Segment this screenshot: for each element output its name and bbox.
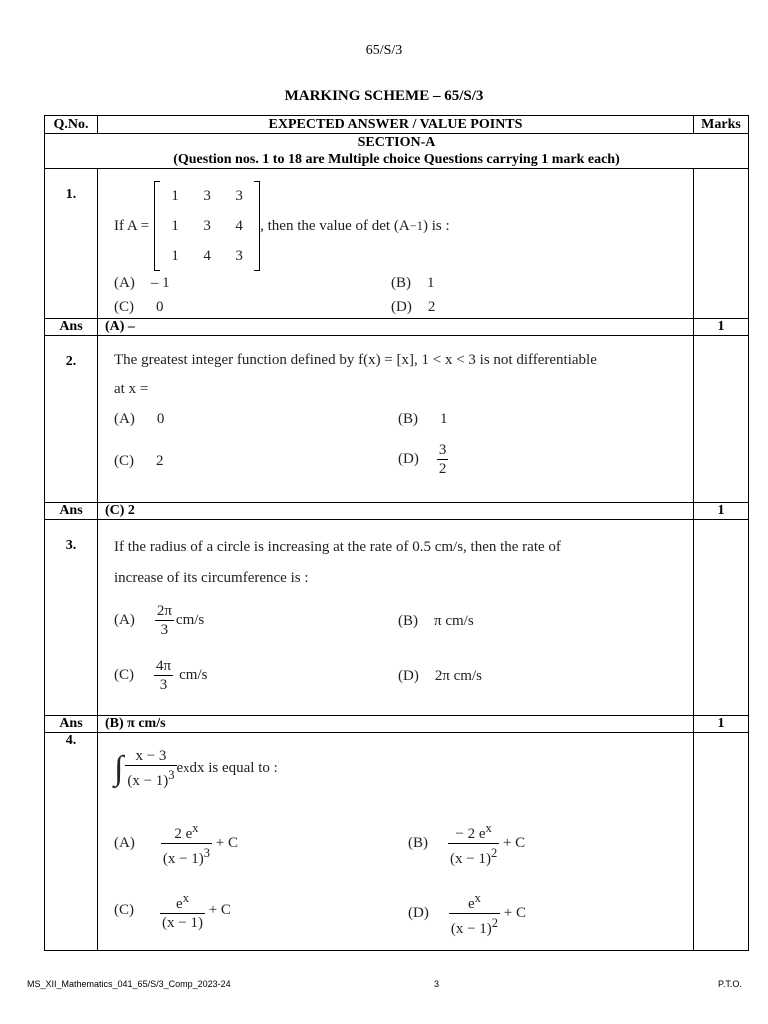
option-tail: + C [500,904,526,921]
option-text: 0 [156,411,165,427]
question-stem-line-1: If the radius of a circle is increasing at the rate of 0.5 cm/s, then the rate of [114,539,561,555]
option-b [398,613,474,630]
matrix-cell: 1 [171,247,179,264]
question-row [45,169,749,319]
question-number: 3. [45,520,98,716]
fraction [161,819,212,868]
option-b [408,819,525,868]
option-label: (D) [398,450,419,467]
option-text: 1 [427,275,435,291]
marking-scheme-title: MARKING SCHEME – 65/S/3 [284,88,484,104]
option-tail: + C [499,834,526,851]
marks-cell [694,733,749,951]
numerator-base: e [467,896,475,912]
option-b [391,275,435,292]
denominator-base: (x − 1) [162,915,203,931]
option-label: (A) [114,611,135,628]
question-stem-line-2: increase of its circumference is : [114,570,309,586]
option-label: (A) [114,275,135,291]
numerator-base: − 2 e [455,826,486,842]
option-d [398,441,448,478]
option-c [114,657,207,694]
stem-tail: e [176,760,184,776]
fraction-numerator: 3 [438,442,447,458]
fraction [154,657,173,694]
matrix-cell: 3 [203,187,211,204]
qno-header: Q.No. [45,116,98,134]
denominator-base: (x − 1) [450,851,491,867]
option-text: 2π cm/s [434,668,482,684]
option-label: (A) [114,411,135,427]
fraction-numerator [449,889,500,914]
answer-row [45,503,749,520]
section-heading [45,134,749,169]
stem-end: dx is equal to : [189,760,278,776]
fraction-denominator: 2 [438,461,447,477]
table-header-row [45,116,749,134]
fraction [155,602,174,639]
fraction-denominator: 3 [159,677,168,693]
numerator-base: e [176,896,183,912]
option-label: (C) [114,299,134,315]
numerator-exponent: x [182,891,189,905]
option-c [114,299,164,316]
answer-label: Ans [45,319,98,336]
question-stem [114,181,450,271]
fraction-denominator [161,844,212,868]
marks-cell [694,169,749,319]
question-number: 4. [45,733,98,951]
answer-label: Ans [45,503,98,520]
option-text: 2 [156,453,164,469]
option-a [114,411,164,428]
fraction [437,441,449,478]
fraction [448,819,499,868]
option-text: – 1 [150,275,170,291]
answer-label: Ans [45,716,98,733]
denominator-exponent: 3 [168,768,175,782]
fraction-denominator [125,766,176,790]
answer-row [45,716,749,733]
option-label: (C) [114,901,134,918]
option-a [114,275,170,292]
fraction [449,889,500,938]
matrix-cell: 4 [203,247,211,264]
answer-marks: 1 [694,503,749,520]
question-stem [114,747,278,790]
question-stem-line-1: The greatest integer function defined by f(x) = [x], 1 < x < 3 is not differentiable [114,352,597,368]
question-row [45,520,749,716]
matrix-cell: 4 [235,217,243,234]
fraction-numerator [160,889,205,914]
option-a [114,602,204,639]
answer-value: (C) 2 [98,503,694,520]
footer-pto: P.T.O. [718,979,742,989]
paper-code: 65/S/3 [365,43,403,58]
option-label: (B) [391,275,411,291]
marks-cell [694,336,749,503]
answer-marks: 1 [694,716,749,733]
option-label: (B) [398,613,418,629]
answer-row [45,319,749,336]
fraction-denominator [448,844,499,868]
denominator-exponent: 3 [203,846,211,860]
option-text: 2 [427,299,436,315]
question-body [98,169,694,319]
option-b [398,411,448,428]
option-c [114,453,164,470]
option-label: (B) [408,834,428,851]
option-text: 1 [440,411,448,427]
question-body [98,520,694,716]
fraction-denominator: 3 [160,622,169,638]
numerator-exponent: x [485,821,492,835]
matrix-cell: 1 [171,217,179,234]
footer-document-code: MS_XII_Mathematics_041_65/S/3_Comp_2023-24 [27,979,231,989]
fraction-denominator [160,914,205,932]
fraction [160,889,205,932]
question-row [45,733,749,951]
fraction-numerator [161,819,212,844]
option-label: (C) [114,453,134,469]
fraction-numerator [448,819,499,844]
matrix-cell: 3 [235,247,243,264]
option-a [114,819,238,868]
option-tail: + C [204,901,231,918]
denominator-base: (x − 1) [162,851,204,867]
option-text: 0 [156,299,164,315]
option-d [398,668,482,685]
option-text: π cm/s [434,613,474,629]
numerator-exponent: x [474,891,481,905]
option-c [114,889,231,932]
stem-superscript: −1 [409,218,423,233]
answer-header: EXPECTED ANSWER / VALUE POINTS [98,116,694,134]
fraction-denominator [449,914,500,938]
option-label: (A) [114,834,135,851]
option-d [391,299,435,316]
matrix-cell: 3 [235,187,243,204]
numerator-exponent: x [192,821,199,835]
question-body [98,733,694,951]
question-number: 2. [45,336,98,503]
footer-page-number: 3 [434,979,440,989]
answer-value: (A) – [98,319,694,336]
question-row [45,336,749,503]
stem-suffix: , then the value of det (A [260,217,410,234]
option-tail: + C [212,834,238,851]
marking-scheme-table [44,115,749,951]
matrix-cell: 1 [171,187,179,204]
option-unit: cm/s [175,611,205,628]
option-label: (D) [408,904,429,921]
option-label: (D) [391,299,412,315]
matrix-a [154,181,260,271]
option-label: (D) [398,668,419,684]
denominator-base: (x − 1) [127,773,169,789]
stem-end: ) is : [422,217,450,234]
stem-tail-exponent: x [183,761,190,775]
marks-header: Marks [694,116,749,134]
answer-value: (B) π cm/s [98,716,694,733]
section-note: (Question nos. 1 to 18 are Multiple choice Questions carrying 1 mark each) [173,152,620,167]
denominator-base: (x − 1) [450,921,492,937]
fraction-numerator: 2π [156,603,172,619]
option-label: (B) [398,411,418,427]
denominator-exponent: 2 [490,846,498,860]
question-stem-line-2: at x = [114,381,149,397]
fraction [125,747,176,790]
denominator-exponent: 2 [491,916,499,930]
numerator-base: 2 e [174,826,193,842]
option-d [408,889,526,938]
marks-cell [694,520,749,716]
question-body [98,336,694,503]
option-label: (C) [114,666,134,683]
section-title: SECTION-A [357,135,436,150]
fraction-numerator: 4π [156,658,172,674]
fraction-numerator: x − 3 [125,747,176,766]
stem-prefix: If A = [114,217,150,234]
section-row [45,134,749,169]
integral-sign: ∫ [114,749,124,787]
matrix-cell: 3 [203,217,211,234]
option-unit: cm/s [179,666,208,683]
question-number: 1. [45,169,98,319]
answer-marks: 1 [694,319,749,336]
